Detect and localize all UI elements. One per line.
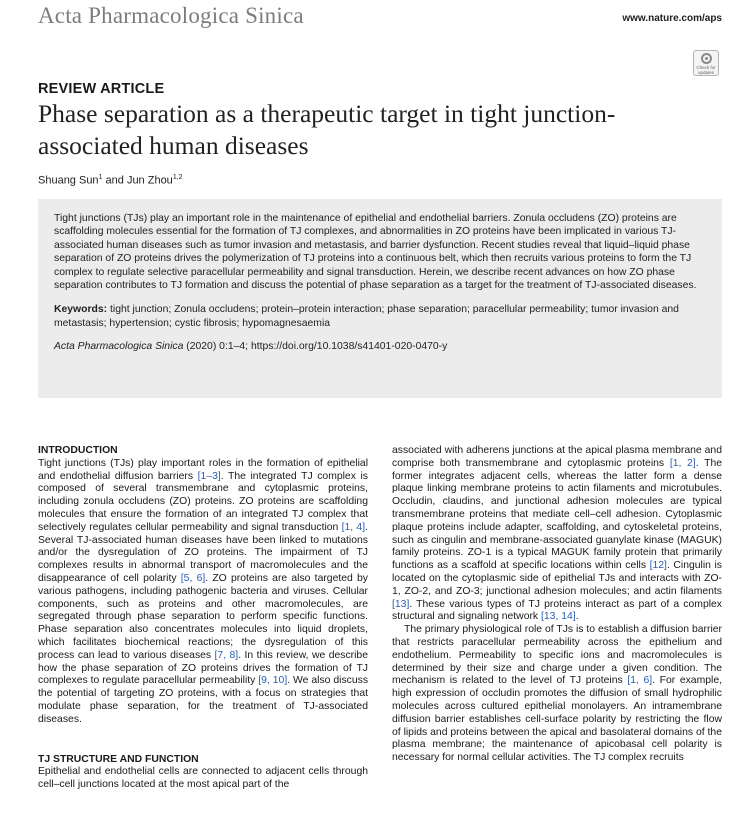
section-heading-tj-structure: TJ STRUCTURE AND FUNCTION (38, 753, 199, 765)
reference-link[interactable]: [1–3] (197, 470, 221, 482)
body-text: . (575, 611, 579, 623)
body-text: associated with adherens junctions at the apical plasma membrane and comprise both transmembrane and cytoplasmic proteins (392, 445, 722, 469)
reference-link[interactable]: [1, 6] (627, 675, 653, 687)
keywords-list: tight junction; Zonula occludens; protein–protein interaction; phase separation; paracellular permeability; tumor invasion and metastasis; hypertension; cystic fibrosis; hypomagnesaemia (54, 304, 679, 329)
reference-link[interactable]: [1, 4] (341, 521, 366, 533)
citation (54, 341, 706, 352)
check-badge-label: Check for updates (696, 65, 716, 75)
body-text: . Several TJ-associated human diseases have been linked to mutations and/or the dysregulation of ZO proteins. The impairment of TJ complexes results in abnormal transport of macromolecules and the disappearance of cell polarity (38, 521, 368, 584)
check-for-updates-icon[interactable] (693, 50, 719, 76)
body-text: The primary physiological role of TJs is to establish a diffusion barrier that restricts paracellular permeability across the epithelium and endothelium. Permeability to specific ions and macromolecules is determined by their size and charge under a given condition. The mechanism is related to the level of TJ proteins (392, 624, 722, 687)
reference-link[interactable]: [12] (649, 560, 667, 572)
abstract-box (38, 199, 722, 398)
journal-name: Acta Pharmacologica Sinica (38, 3, 304, 28)
right-paragraph-2 (392, 624, 722, 765)
body-text: . For example, high expression of occludin promotes the diffusion of small hydrophilic molecules across cultured epithelial monolayers. An intramembrane diffusion barrier establishes cell-surface polarity by restricting the flow of lipids and proteins between the apical and basolateral domains of the plasma membrane; the maintenance of apicobasal cell polarity is necessary for normal cellular activities. The TJ complex recruits (392, 675, 722, 764)
reference-link[interactable]: [7, 8] (214, 649, 239, 661)
reference-link[interactable]: [9, 10] (258, 675, 288, 687)
author-name[interactable]: Jun Zhou (126, 174, 173, 187)
intro-paragraph (38, 458, 368, 727)
body-text: . ZO proteins are also targeted by various pathogens, including pathogenic bacteria and viruses. Cellular components, such as proteins and other macromolecules, are segregated through phase separation to perform specific functions. Phase separation also concentrates molecules into liquid droplets, which facilitates biochemical reactions; the dysregulation of this process can lead to various diseases (38, 572, 368, 661)
body-text: . These various types of TJ proteins interact as part of a complex structural and signaling network (392, 598, 722, 623)
journal-url-link[interactable]: www.nature.com/aps (622, 13, 722, 24)
abstract-text: Tight junctions (TJs) play an important role in the maintenance of epithelial and endothelial barriers. Zonula occludens (ZO) proteins are scaffolding molecules essential for the formation of TJ complexes, and abnormalities in ZO proteins have been implicated in various TJ-associated human diseases such as tumor invasion and metastasis, and barrier dysfunction. Recent studies reveal that liquid–liquid phase separation of ZO proteins drives the polymerization of TJ proteins into a continuous belt, which then recruits various proteins to form the TJ complex to regulate selective paracellular permeability and signal transduction. Herein, we describe recent advances on how ZO phase separation contributes to TJ formation and discuss the potential of phase separation as a target for the treatment of TJ-associated diseases. (54, 213, 697, 292)
body-text: Tight junctions (TJs) play important roles in the formation of epithelial and endothelial diffusion barriers (38, 457, 368, 482)
keywords-label: Keywords: (54, 304, 108, 316)
right-column (392, 445, 722, 765)
reference-link[interactable]: [13, 14] (541, 611, 576, 623)
reference-link[interactable]: [5, 6] (180, 572, 206, 584)
author-name[interactable]: Shuang Sun (38, 174, 99, 187)
reference-link[interactable]: [1, 2] (669, 457, 696, 469)
body-text: . We also discuss the potential of targeting ZO proteins, with a focus on strategies that modulate phase separation, for the treatment of TJ-associated diseases. (38, 675, 369, 725)
section-heading-introduction: INTRODUCTION (38, 445, 118, 456)
author-affiliation: 1 (98, 174, 103, 181)
author-list (38, 174, 183, 187)
right-paragraph-1 (392, 445, 722, 624)
article-type: REVIEW ARTICLE (38, 81, 165, 97)
left-column (38, 445, 368, 792)
reference-link[interactable]: [13] (392, 598, 410, 610)
tj-paragraph: Epithelial and endothelial cells are connected to adjacent cells through cell–cell junctions located at the most apical part of the (38, 766, 368, 791)
citation-journal: Acta Pharmacologica Sinica (54, 341, 184, 353)
check-ring-icon (701, 53, 712, 64)
author-separator: and (102, 174, 127, 187)
body-text: . Cingulin is located on the cytoplasmic side of epithelial TJs and interacts with ZO-1, ZO-2, and ZO-3; junctional adhesion molecules; and actin filaments (392, 560, 722, 597)
body-text: . The integrated TJ complex is composed of several transmembrane and cytoplasmic proteins, including zonula occludens (ZO) proteins. ZO proteins are scaffolding molecules that ensure the formation of an integrated TJ complex that selectively regulates cellular permeability and signal transduction (38, 470, 368, 533)
body-text: . The former integrates adjacent cells, whereas the latter form a dense plaque linking membrane proteins to actin filaments and microtubules. Occludin, claudins, and junctional adhesion molecules are typical transmembrane proteins that mediate cell–cell adhesion. Cytoplasmic plaque proteins include adapter, scaffolding, and cytoskeletal proteins, such as cingulin and membrane-associated guanylate kinase (MAGUK) family proteins. ZO-1 is a typical MAGUK family protein that primarily functions as a scaffold at specific locations within cells (392, 457, 723, 572)
article-title: Phase separation as a therapeutic target in tight junction-associated human diseases (38, 99, 616, 160)
body-text: . In this review, we describe how the phase separation of ZO proteins drives the formation of TJ complexes to regulate paracellular permeability (38, 649, 368, 687)
author-affiliation: 1,2 (172, 174, 183, 181)
citation-doi[interactable]: (2020) 0:1–4; https://doi.org/10.1038/s41401-020-0470-y (183, 341, 448, 353)
keywords (54, 303, 706, 330)
